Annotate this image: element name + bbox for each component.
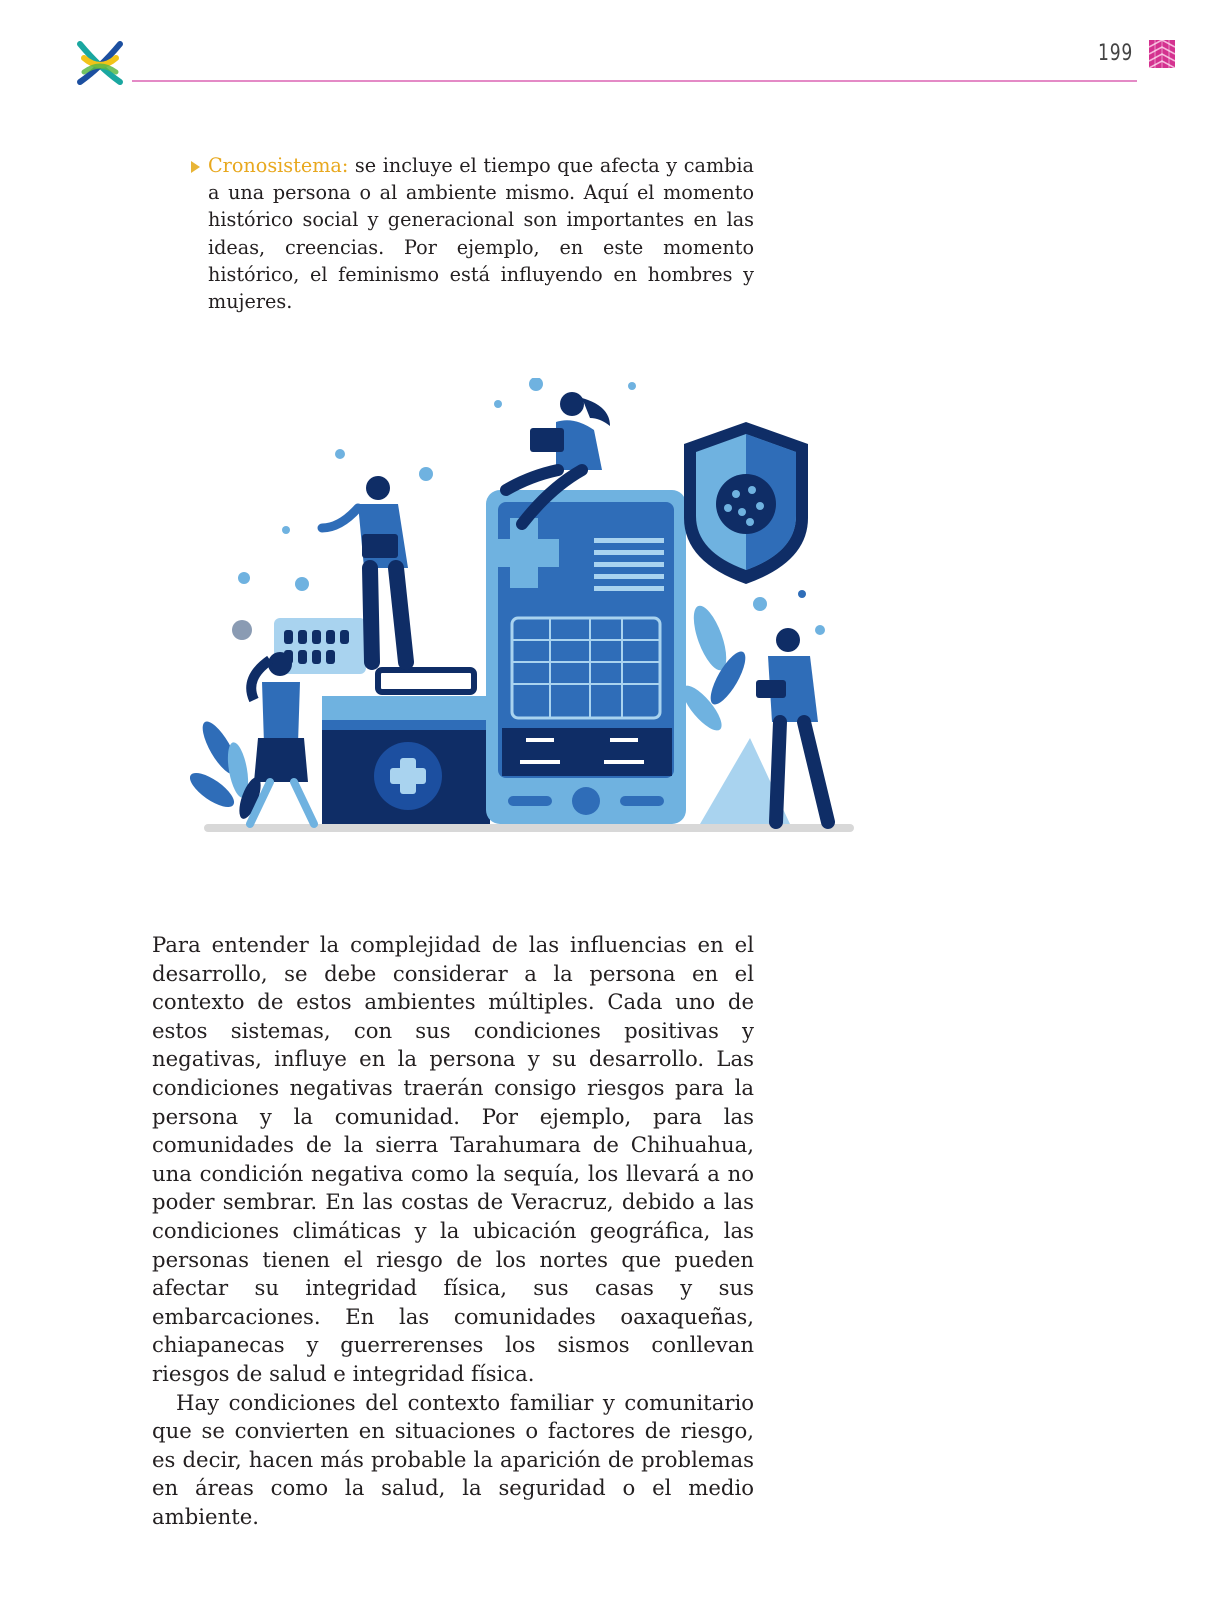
pink-pattern-icon bbox=[1149, 40, 1175, 68]
header-rule bbox=[132, 80, 1137, 82]
page-number: 199 bbox=[1098, 41, 1134, 66]
interlaced-x-logo-icon bbox=[74, 38, 126, 88]
paragraph-1: Para entender la complejidad de las influencias en el desarrollo, se debe considerar a la persona en el contexto de estos ambientes múltiples. Cada uno de estos sistemas, con sus condiciones positivas y negativas, influye en la persona y su desarrollo. Las condiciones negativas traerán consigo riesgos para la persona y la comunidad. Por ejemplo, para las comunidades de la sierra Tarahumara de Chihuahua, una condición negativa como la sequía, los llevará a no poder sembrar. En las costas de Veracruz, debido a las condiciones climáticas y la ubicación geográfica, las personas tienen el riesgo de los nortes que pueden afectar su integridad física, sus casas y sus embarcaciones. En las comunidades oaxaqueñas, chiapanecas y guerrerenses los sismos conllevan riesgos de salud e integridad física. bbox=[152, 932, 754, 1386]
cronosistema-bullet bbox=[208, 152, 754, 315]
body-text bbox=[152, 931, 754, 1531]
paragraph-2: Hay condiciones del contexto familiar y comunitario que se convierten en situaciones o factores de riesgo, es decir, hacen más probable la aparición de problemas en áreas como la salud, la seguridad o el medio ambiente. bbox=[152, 1389, 754, 1529]
bullet-term: Cronosistema: bbox=[208, 154, 349, 177]
bullet-arrow-icon bbox=[191, 161, 200, 173]
healthcare-people-illustration bbox=[190, 378, 870, 853]
bullet-text: se incluye el tiempo que afecta y cambia a una persona o al ambiente mismo. Aquí el momento histórico social y generacional son importantes en las ideas, creencias. Por ejemplo, en este momento histórico, el feminismo está influyendo en hombres y mujeres. bbox=[208, 154, 754, 314]
